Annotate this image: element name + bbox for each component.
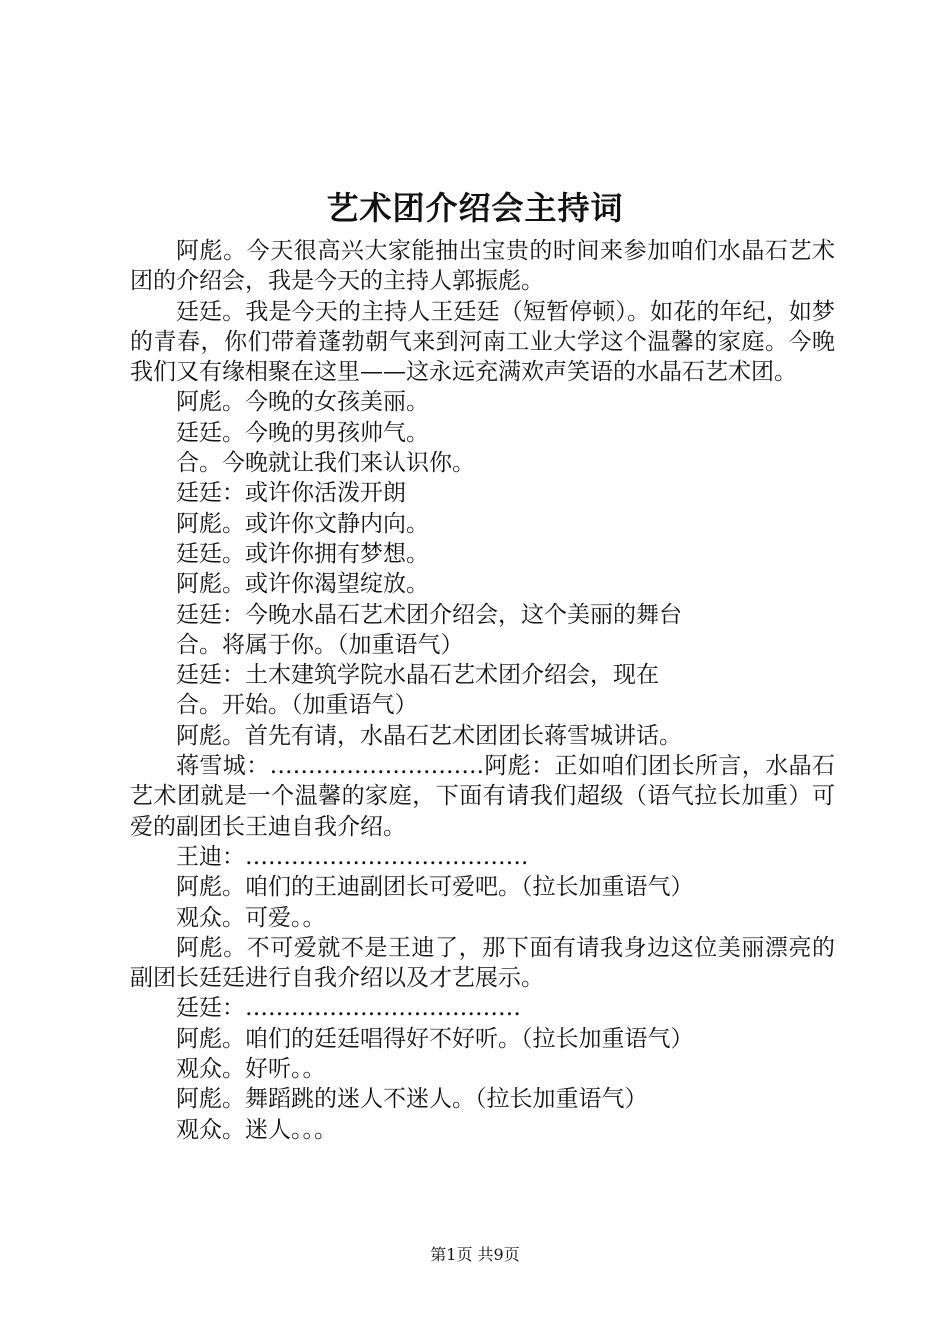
- paragraph: 合。开始。（加重语气）: [176, 692, 418, 719]
- paragraph: 廷廷：今晚水晶石艺术团介绍会，这个美丽的舞台: [176, 601, 682, 628]
- paragraph: 阿彪。首先有请，水晶石艺术团团长蒋雪城讲话。: [176, 722, 682, 749]
- paragraph: 廷廷。我是今天的主持人王廷廷（短暂停顿）。如花的年纪，如梦的青春，你们带着蓬勃朝气来到河南工业大学这个温馨的家庭。今晚我们又有缘相聚在这里——这永远充满欢声笑语的水晶石艺术团。: [130, 298, 835, 386]
- paragraph: 阿彪。今天很高兴大家能抽出宝贵的时间来参加咱们水晶石艺术团的介绍会，我是今天的主持人郭振彪。: [130, 238, 835, 295]
- document-title: 艺术团介绍会主持词: [326, 189, 624, 227]
- paragraph: 阿彪。或许你文静内向。: [176, 510, 429, 537]
- paragraph: 王迪：……………………………….: [176, 843, 529, 870]
- paragraph: 阿彪。不可爱就不是王迪了，那下面有请我身边这位美丽漂亮的副团长廷廷进行自我介绍以及才艺展示。: [130, 934, 835, 992]
- paragraph: 阿彪。舞蹈跳的迷人不迷人。（拉长加重语气）: [176, 1086, 648, 1113]
- paragraph: 合。今晚就让我们来认识你。: [176, 450, 475, 477]
- paragraph: 阿彪。咱们的廷廷唱得好不好听。（拉长加重语气）: [176, 1025, 694, 1052]
- paragraph: 观众。迷人。。。: [176, 1116, 337, 1143]
- paragraph: 阿彪。今晚的女孩美丽。: [176, 389, 429, 416]
- paragraph: 观众。可爱。。: [176, 904, 326, 931]
- paragraph: 廷廷。今晚的男孩帅气。: [176, 419, 429, 446]
- paragraph: 阿彪。咱们的王迪副团长可爱吧。（拉长加重语气）: [176, 874, 694, 901]
- paragraph: 阿彪。或许你渴望绽放。: [176, 571, 429, 598]
- paragraph: 观众。好听。。: [176, 1056, 326, 1083]
- page-footer: 第1页 共9页: [430, 1245, 520, 1264]
- paragraph: 合。将属于你。（加重语气）: [176, 631, 464, 658]
- paragraph: 廷廷：或许你活泼开朗: [176, 480, 406, 507]
- paragraph: 廷廷。或许你拥有梦想。: [176, 540, 429, 567]
- paragraph: 廷廷：土木建筑学院水晶石艺术团介绍会，现在: [176, 662, 659, 689]
- document-body: [130, 236, 835, 1145]
- paragraph: 廷廷：………………………………: [176, 995, 521, 1022]
- paragraph: 蒋雪城：……………………….阿彪：正如咱们团长所言，水晶石艺术团就是一个温馨的家庭，下面有请我们超级（语气拉长加重）可爱的副团长王迪自我介绍。: [130, 753, 835, 840]
